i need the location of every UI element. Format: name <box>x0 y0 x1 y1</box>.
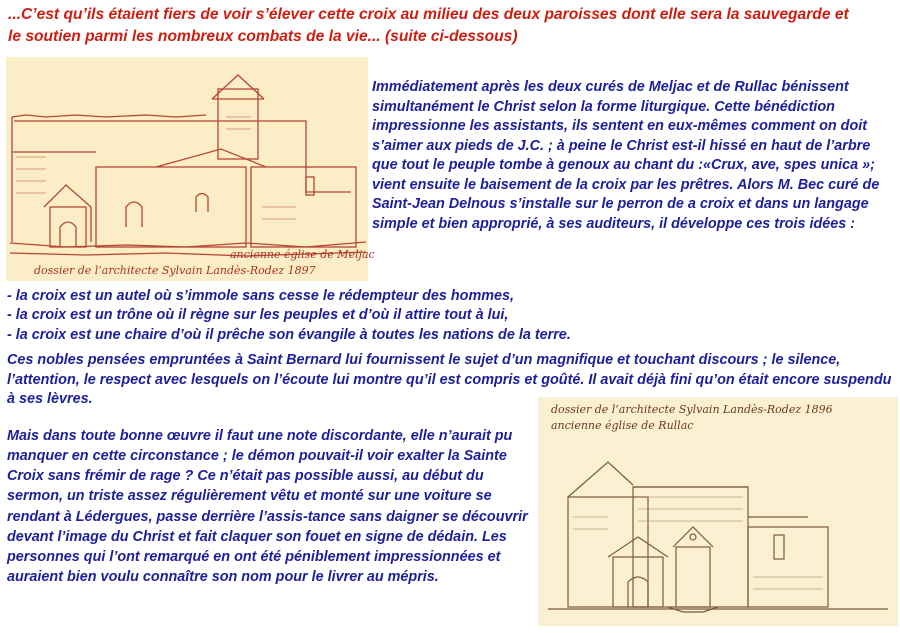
paragraph-sermon: Ces nobles pensées empruntées à Saint Bernard lui fournissent le sujet d’un magnifique et touchant discours ; le silence, l’attention, le respect avec lesquels on l’écoute lui montre qu’il est compris et goûté. Il avait déjà fini qu’on était encore suspendu à ses lèvres. <box>7 352 892 408</box>
meljac-caption-title: ancienne église de Meljac <box>230 248 375 261</box>
rullac-caption-title: ancienne église de Rullac <box>551 419 694 432</box>
intro-line-2: le soutien parmi les nombreux combats de la vie... (suite ci-dessous) <box>8 27 518 45</box>
meljac-church-drawing <box>6 57 375 281</box>
intro-line-1: ...C’est qu’ils étaient fiers de voir s’élever cette croix au milieu des deux paroisses dont elle sera la sauvegarde et <box>8 6 849 23</box>
intro-text <box>8 4 896 48</box>
rullac-caption-source: dossier de l’architecte Sylvain Landès-Rodez 1896 <box>551 403 833 416</box>
list-item: - la croix est un autel où s’immole sans cesse le rédempteur des hommes, <box>7 288 515 304</box>
paragraph-blessing: Immédiatement après les deux curés de Meljac et de Rullac bénissent simultanément le Christ selon la forme liturgique. Cette bénédiction impressionne les assistants, ils sentent en eux-mêmes comment on doit s’aimer aux pieds de J.C. ; à peine le Christ est-il hissé en haut de l’arbre que tout le peuple tombe à genoux au chant du :«Crux, ave, spes unica »; vient ensuite le baisement de la croix par les prêtres. Alors M. Bec curé de Saint-Jean Delnous s’installe sur le perron de a croix et dans un langage simple et bien approprié, à ses auditeurs, il développe ces trois idées : <box>372 79 880 233</box>
list-item: - la croix est un trône où il règne sur les peuples et d’où il attire tout à lui, <box>7 307 509 324</box>
list-item: - la croix est une chaire d’où il prêche son évangile à toutes les nations de la terre. <box>7 326 571 343</box>
paragraph-discord: Mais dans toute bonne œuvre il faut une note discordante, elle n’aurait pu manquer en cette circonstance ; le démon pouvait-il voir exalter la Sainte Croix sans frémir de rage ? Ce n’était pas possible aussi, au début du sermon, un triste assez régulièrement vêtu et monté sur une voiture se rendant à Lédergues, passe derrière l’assis-tance sans daigner se découvrir devant l’image du Christ et fait claquer son fouet en signe de dédain. Les personnes qui l’ont remarqué en ont été péniblement impressionnées et auraient bien voulu connaître son nom pour le livrer au mépris. <box>7 428 528 586</box>
meljac-caption-source: dossier de l’architecte Sylvain Landès-Rodez 1897 <box>34 264 316 277</box>
rullac-church-drawing <box>538 397 898 626</box>
three-ideas-list <box>7 287 657 345</box>
